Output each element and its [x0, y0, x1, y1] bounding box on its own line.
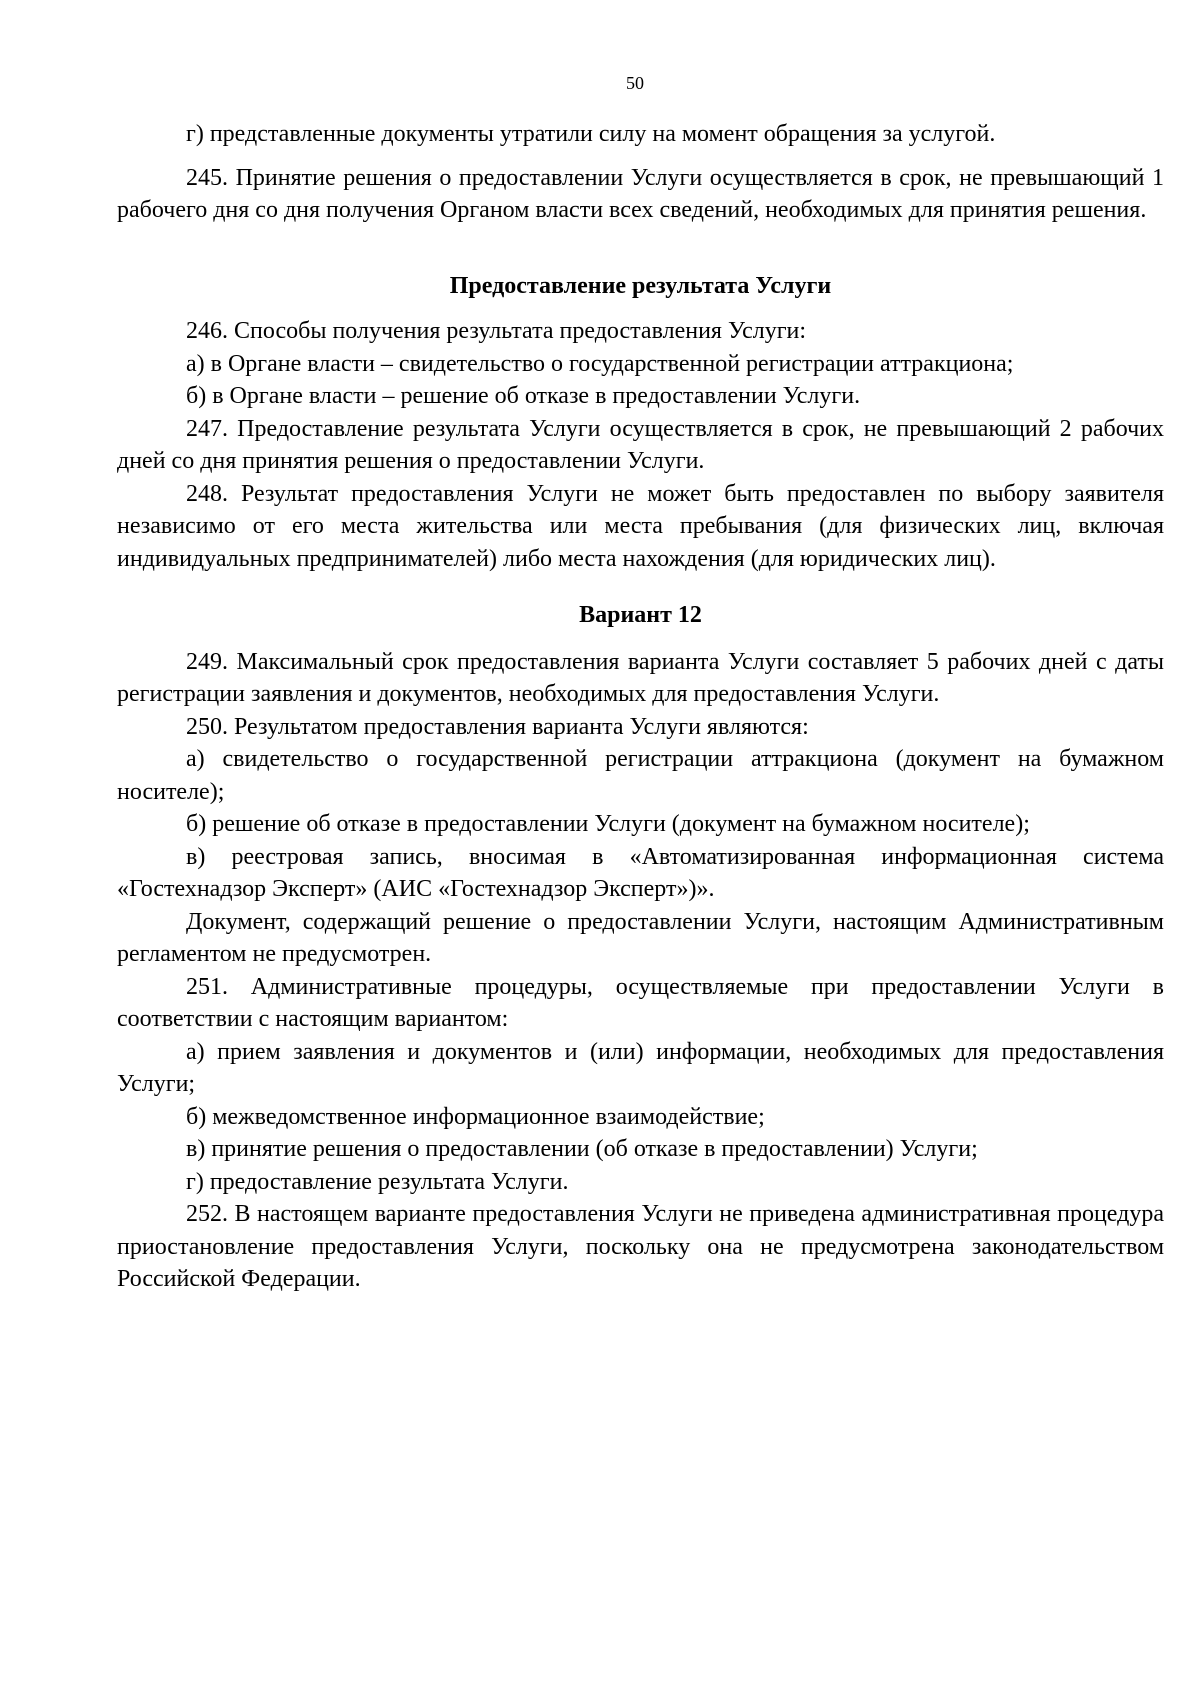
section-spacer: [117, 227, 1164, 270]
paragraph: 245. Принятие решения о предоставлении Услуги осуществляется в срок, не превышающий 1 рабочего дня со дня получения Органом власти всех сведений, необходимых для принятия решения.: [117, 164, 1164, 223]
paragraph: в) принятие решения о предоставлении (об отказе в предоставлении) Услуги;: [186, 1136, 978, 1162]
paragraph: 248. Результат предоставления Услуги не может быть предоставлен по выбору заявителя независимо от его места жительства или места пребывания (для физических лиц, включая индивидуальных предпринимателей) либо места нахождения (для юридических лиц).: [117, 480, 1164, 572]
paragraph: 251. Административные процедуры, осуществляемые при предоставлении Услуги в соответствии с настоящим вариантом:: [117, 973, 1164, 1032]
paragraph: б) решение об отказе в предоставлении Услуги (документ на бумажном носителе);: [186, 811, 1030, 837]
section-spacer: [117, 302, 1164, 315]
paragraph: Документ, содержащий решение о предоставлении Услуги, настоящим Административным регламентом не предусмотрен.: [117, 908, 1164, 967]
paragraph: г) представленные документы утратили силу на момент обращения за услугой.: [186, 121, 996, 147]
paragraph: 252. В настоящем варианте предоставления Услуги не приведена административная процедура приостановление предоставления Услуги, поскольку она не предусмотрена законодательством Российской Федерации.: [117, 1201, 1164, 1292]
paragraph: а) прием заявления и документов и (или) информации, необходимых для предоставления Услуги;: [117, 1038, 1164, 1097]
paragraph: г) предоставление результата Услуги.: [186, 1168, 569, 1195]
page-number: 50: [626, 73, 644, 93]
section-heading: Предоставление результата Услуги: [449, 272, 832, 299]
paragraph: б) межведомственное информационное взаимодействие;: [186, 1103, 765, 1130]
paragraph: 249. Максимальный срок предоставления варианта Услуги составляет 5 рабочих дней с даты регистрации заявления и документов, необходимых для предоставления Услуги.: [117, 648, 1164, 707]
paragraph: в) реестровая запись, вносимая в «Автоматизированная информационная система «Гостехнадзор Эксперт» (АИС «Гостехнадзор Эксперт»)».: [117, 843, 1164, 902]
paragraph: б) в Органе власти – решение об отказе в предоставлении Услуги.: [186, 383, 861, 409]
section-spacer: [117, 575, 1164, 599]
document-body: [117, 118, 1164, 1296]
paragraph: 246. Способы получения результата предоставления Услуги:: [186, 318, 807, 344]
paragraph: а) свидетельство о государственной регистрации аттракциона (документ на бумажном носителе);: [117, 746, 1164, 805]
paragraph-gap: [117, 151, 1164, 162]
paragraph: 247. Предоставление результата Услуги осуществляется в срок, не превышающий 2 рабочих дней со дня принятия решения о предоставлении Услуги.: [117, 415, 1164, 474]
section-heading: Вариант 12: [579, 602, 702, 628]
section-spacer: [117, 632, 1164, 646]
paragraph: а) в Органе власти – свидетельство о государственной регистрации аттракциона;: [186, 350, 1014, 377]
paragraph: 250. Результатом предоставления варианта Услуги являются:: [186, 713, 809, 740]
